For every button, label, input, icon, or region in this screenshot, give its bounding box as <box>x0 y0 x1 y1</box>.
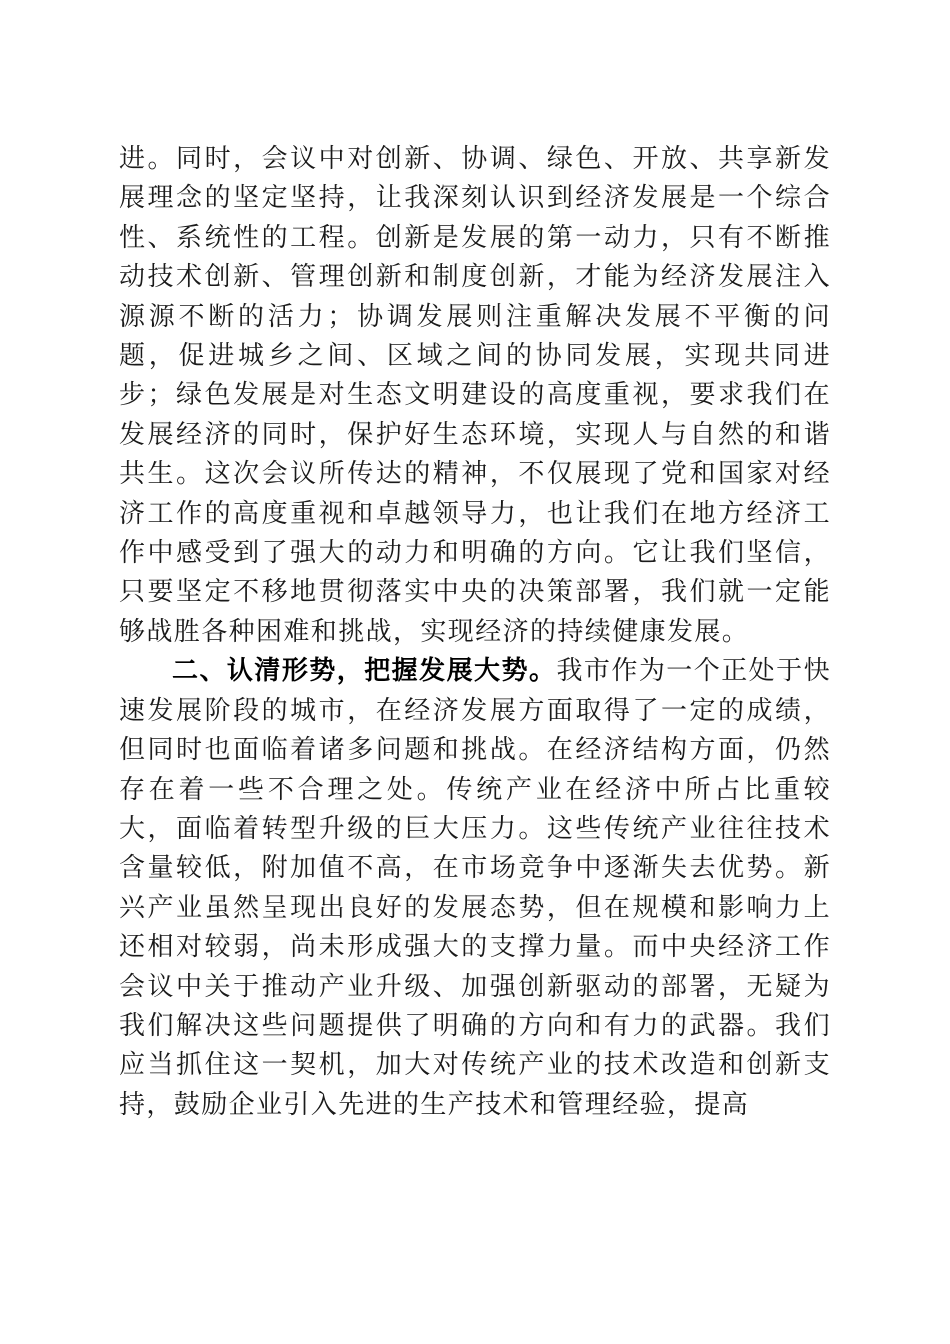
section-heading: 二、认清形势，把握发展大势。 <box>172 656 557 687</box>
paragraph-text: 我市作为一个正处于快速发展阶段的城市，在经济发展方面取得了一定的成绩，但同时也面临着诸多问题和挑战。在经济结构方面，仍然存在着一些不合理之处。传统产业在经济中所占比重较大，面临着转型升级的巨大压力。这些传统产业往往技术含量较低，附加值不高，在市场竞争中逐渐失去优势。新兴产业虽然呈现出良好的发展态势，但在规模和影响力上还相对较弱，尚未形成强大的支撑力量。而中央经济工作会议中关于推动产业升级、加强创新驱动的部署，无疑为我们解决这些问题提供了明确的方向和有力的武器。我们应当抓住这一契机，加大对传统产业的技术改造和创新支持，鼓励企业引入先进的生产技术和管理经验，提高 <box>119 656 831 1120</box>
document-body <box>119 140 831 1125</box>
paragraph-section-two <box>119 652 831 1125</box>
paragraph-text: 进。同时，会议中对创新、协调、绿色、开放、共享新发展理念的坚定坚持，让我深刻认识到经济发展是一个综合性、系统性的工程。创新是发展的第一动力，只有不断推动技术创新、管理创新和制度创新，才能为经济发展注入源源不断的活力；协调发展则注重解决发展不平衡的问题，促进城乡之间、区域之间的协同发展，实现共同进步；绿色发展是对生态文明建设的高度重视，要求我们在发展经济的同时，保护好生态环境，实现人与自然的和谐共生。这次会议所传达的精神，不仅展现了党和国家对经济工作的高度重视和卓越领导力，也让我们在地方经济工作中感受到了强大的动力和明确的方向。它让我们坚信，只要坚定不移地贯彻落实中央的决策部署，我们就一定能够战胜各种困难和挑战，实现经济的持续健康发展。 <box>119 144 831 647</box>
paragraph-continuation <box>119 140 831 652</box>
